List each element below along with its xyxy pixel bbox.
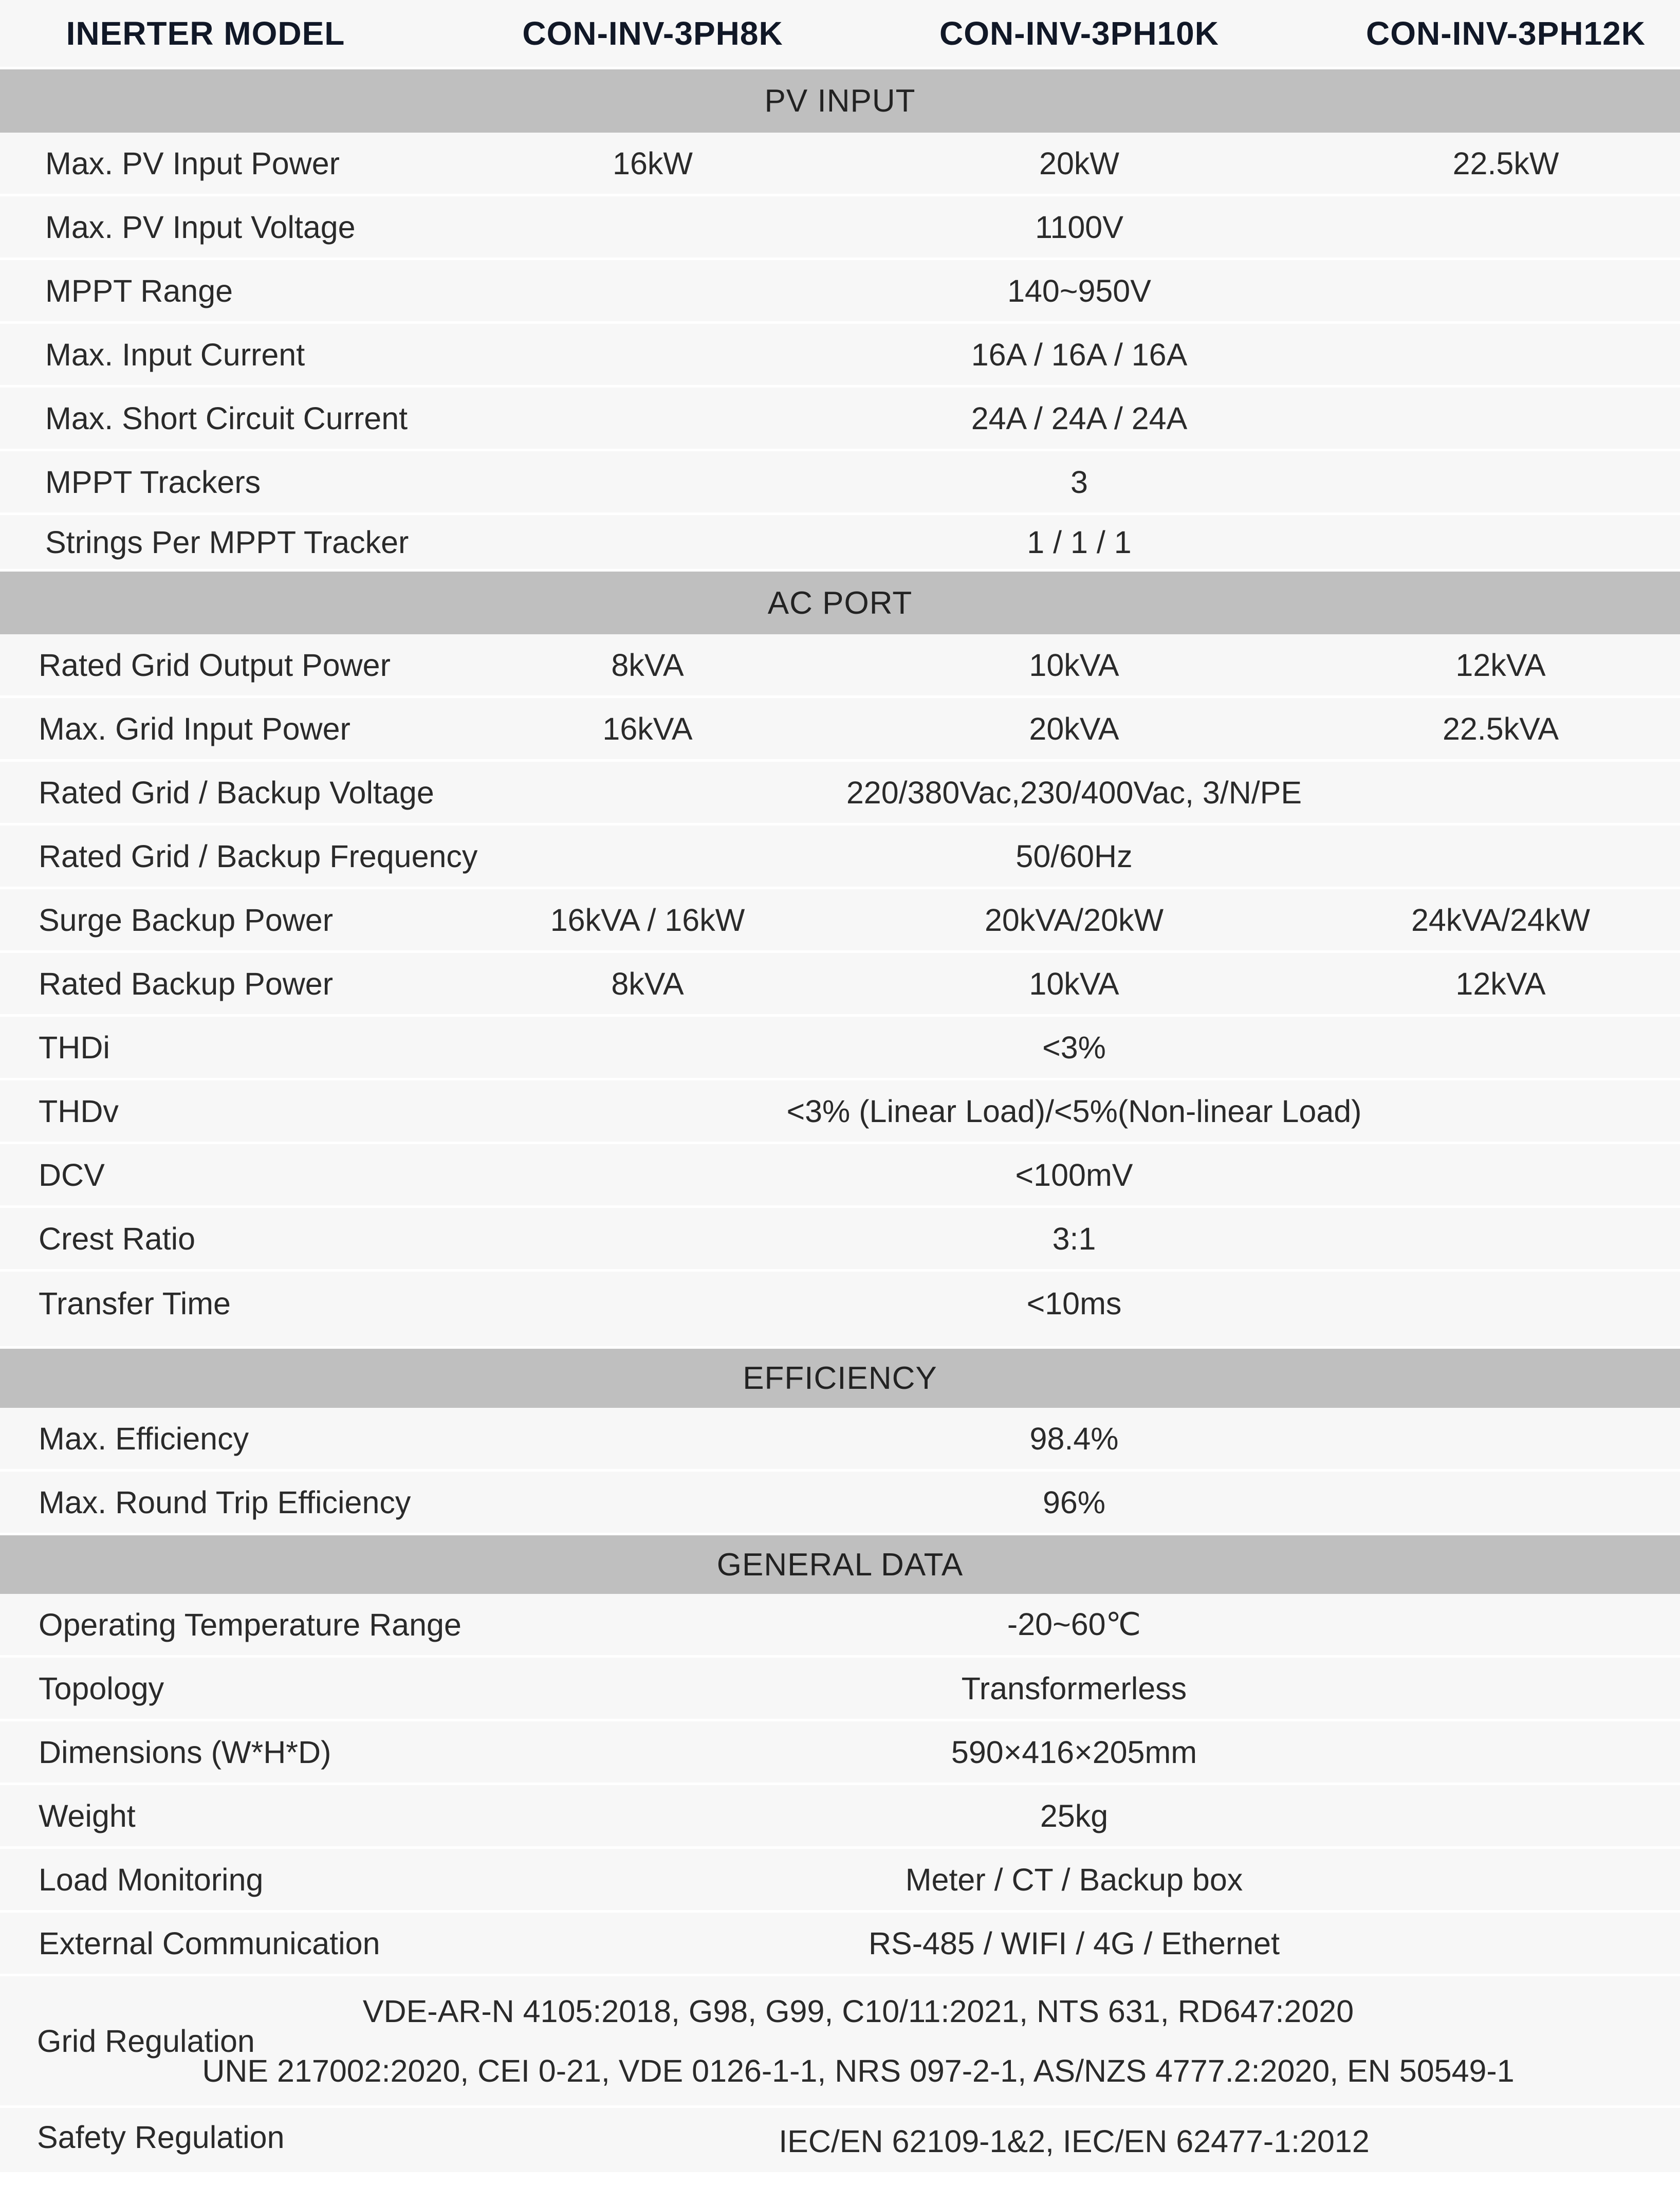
table-row xyxy=(0,1408,1680,1472)
table-row xyxy=(0,1208,1680,1272)
row-label: Grid Regulation xyxy=(37,2023,255,2059)
row-value xyxy=(202,1976,1515,2105)
row-value: -20~60℃ xyxy=(1007,1607,1141,1642)
row-label: Rated Grid / Backup Voltage xyxy=(39,775,434,810)
row-label: Max. Short Circuit Current xyxy=(45,400,408,436)
row-label: Surge Backup Power xyxy=(39,902,334,938)
row-label: MPPT Range xyxy=(45,273,233,308)
table-row xyxy=(0,388,1680,451)
row-value-model-3: 22.5kVA xyxy=(1442,711,1559,746)
row-label: THDi xyxy=(39,1030,110,1065)
row-label: Max. Round Trip Efficiency xyxy=(39,1484,411,1520)
row-value: 590×416×205mm xyxy=(951,1734,1197,1770)
row-value: 1100V xyxy=(1035,209,1123,245)
row-value-model-3: 12kVA xyxy=(1455,647,1546,683)
row-value-model-3: 12kVA xyxy=(1455,966,1546,1001)
row-label: Safety Regulation xyxy=(37,2120,285,2155)
row-value: 50/60Hz xyxy=(1016,838,1133,874)
table-row xyxy=(0,133,1680,196)
row-value: 220/380Vac,230/400Vac, 3/N/PE xyxy=(846,775,1302,810)
row-value-model-1: 16kVA / 16kW xyxy=(550,902,745,938)
table-row xyxy=(0,1976,1680,2108)
row-value-model-1: 16kVA xyxy=(602,711,693,746)
row-label: Strings Per MPPT Tracker xyxy=(45,524,409,560)
table-row xyxy=(0,953,1680,1017)
section-general-data xyxy=(0,1535,1680,1594)
table-row xyxy=(0,889,1680,953)
model-name-3: CON-INV-3PH12K xyxy=(1366,15,1646,52)
row-label: Weight xyxy=(39,1798,136,1833)
section-efficiency xyxy=(0,1349,1680,1408)
row-label: Max. PV Input Voltage xyxy=(45,209,356,245)
table-header xyxy=(0,0,1680,69)
row-label: Rated Grid / Backup Frequency xyxy=(39,838,478,874)
row-value-model-2: 20kW xyxy=(1039,145,1119,181)
table-row xyxy=(0,698,1680,762)
row-label: Rated Backup Power xyxy=(39,966,334,1001)
row-label: Dimensions (W*H*D) xyxy=(39,1734,331,1770)
table-row xyxy=(0,762,1680,825)
row-label: DCV xyxy=(39,1157,105,1192)
row-label: Crest Ratio xyxy=(39,1221,196,1256)
row-label: Max. PV Input Power xyxy=(45,145,340,181)
row-value: Transformerless xyxy=(961,1670,1187,1706)
row-value-model-2: 10kVA xyxy=(1029,966,1119,1001)
table-row xyxy=(0,260,1680,324)
row-label: Operating Temperature Range xyxy=(39,1607,461,1642)
table-row xyxy=(0,1272,1680,1349)
row-label: Max. Input Current xyxy=(45,337,305,372)
row-value-model-3: 24kVA/24kW xyxy=(1411,902,1591,938)
row-value-model-2: 20kVA/20kW xyxy=(984,902,1164,938)
table-row xyxy=(0,1594,1680,1658)
row-label: THDv xyxy=(39,1093,119,1129)
table-row xyxy=(0,1144,1680,1208)
table-row xyxy=(0,1721,1680,1785)
row-label: External Communication xyxy=(39,1925,380,1961)
row-label: Max. Grid Input Power xyxy=(39,711,350,746)
row-value: IEC/EN 62109-1&2, IEC/EN 62477-1:2012 xyxy=(779,2124,1370,2159)
section-pv-input xyxy=(0,69,1680,133)
row-value: 140~950V xyxy=(1007,273,1151,308)
table-row xyxy=(0,1017,1680,1080)
row-value: 1 / 1 / 1 xyxy=(1027,524,1132,560)
table-row xyxy=(0,825,1680,889)
table-row xyxy=(0,451,1680,515)
row-label: MPPT Trackers xyxy=(45,464,261,500)
model-name-2: CON-INV-3PH10K xyxy=(939,15,1219,52)
row-value: <3% (Linear Load)/<5%(Non-linear Load) xyxy=(786,1093,1362,1129)
row-value: RS-485 / WIFI / 4G / Ethernet xyxy=(868,1925,1280,1961)
model-label: INERTER MODEL xyxy=(66,15,345,52)
table-row xyxy=(0,634,1680,698)
row-value: 24A / 24A / 24A xyxy=(971,400,1188,436)
row-label: Rated Grid Output Power xyxy=(39,647,391,683)
table-row xyxy=(0,1785,1680,1849)
row-label: Load Monitoring xyxy=(39,1862,264,1897)
row-value: Meter / CT / Backup box xyxy=(905,1862,1243,1897)
row-label: Topology xyxy=(39,1670,164,1706)
row-value: <3% xyxy=(1042,1030,1106,1065)
table-row xyxy=(0,1080,1680,1144)
row-value-model-1: 8kVA xyxy=(611,966,684,1001)
section-title: PV INPUT xyxy=(764,83,916,119)
row-value: 3 xyxy=(1070,464,1088,500)
table-row xyxy=(0,2108,1680,2175)
row-value: 16A / 16A / 16A xyxy=(971,337,1188,372)
table-row xyxy=(0,515,1680,572)
table-row xyxy=(0,1849,1680,1913)
row-value: 98.4% xyxy=(1029,1421,1119,1456)
row-value-model-1: 8kVA xyxy=(611,647,684,683)
row-value-model-2: 10kVA xyxy=(1029,647,1119,683)
table-row xyxy=(0,1472,1680,1535)
row-value: <100mV xyxy=(1015,1157,1133,1192)
section-title: EFFICIENCY xyxy=(743,1361,937,1396)
table-row xyxy=(0,1658,1680,1721)
row-value-model-3: 22.5kW xyxy=(1452,145,1559,181)
row-value-model-2: 20kVA xyxy=(1029,711,1119,746)
section-ac-port xyxy=(0,572,1680,634)
row-value: 3:1 xyxy=(1052,1221,1096,1256)
row-value: 25kg xyxy=(1040,1798,1109,1833)
row-label: Transfer Time xyxy=(39,1286,231,1321)
grid-regulation-line-2: UNE 217002:2020, CEI 0-21, VDE 0126-1-1, NRS 097-2-1, AS/NZS 4777.2:2020, EN 50549-1 xyxy=(202,2053,1515,2088)
table-row xyxy=(0,196,1680,260)
section-title: AC PORT xyxy=(767,585,913,621)
section-title: GENERAL DATA xyxy=(716,1547,964,1583)
row-label: Max. Efficiency xyxy=(39,1421,249,1456)
table-row xyxy=(0,324,1680,388)
row-value: 96% xyxy=(1042,1484,1106,1520)
table-row xyxy=(0,1913,1680,1976)
row-value: <10ms xyxy=(1026,1286,1122,1321)
row-value-model-1: 16kW xyxy=(613,145,693,181)
model-name-1: CON-INV-3PH8K xyxy=(522,15,783,52)
grid-regulation-line-1: VDE-AR-N 4105:2018, G98, G99, C10/11:2021, NTS 631, RD647:2020 xyxy=(362,1993,1354,2029)
